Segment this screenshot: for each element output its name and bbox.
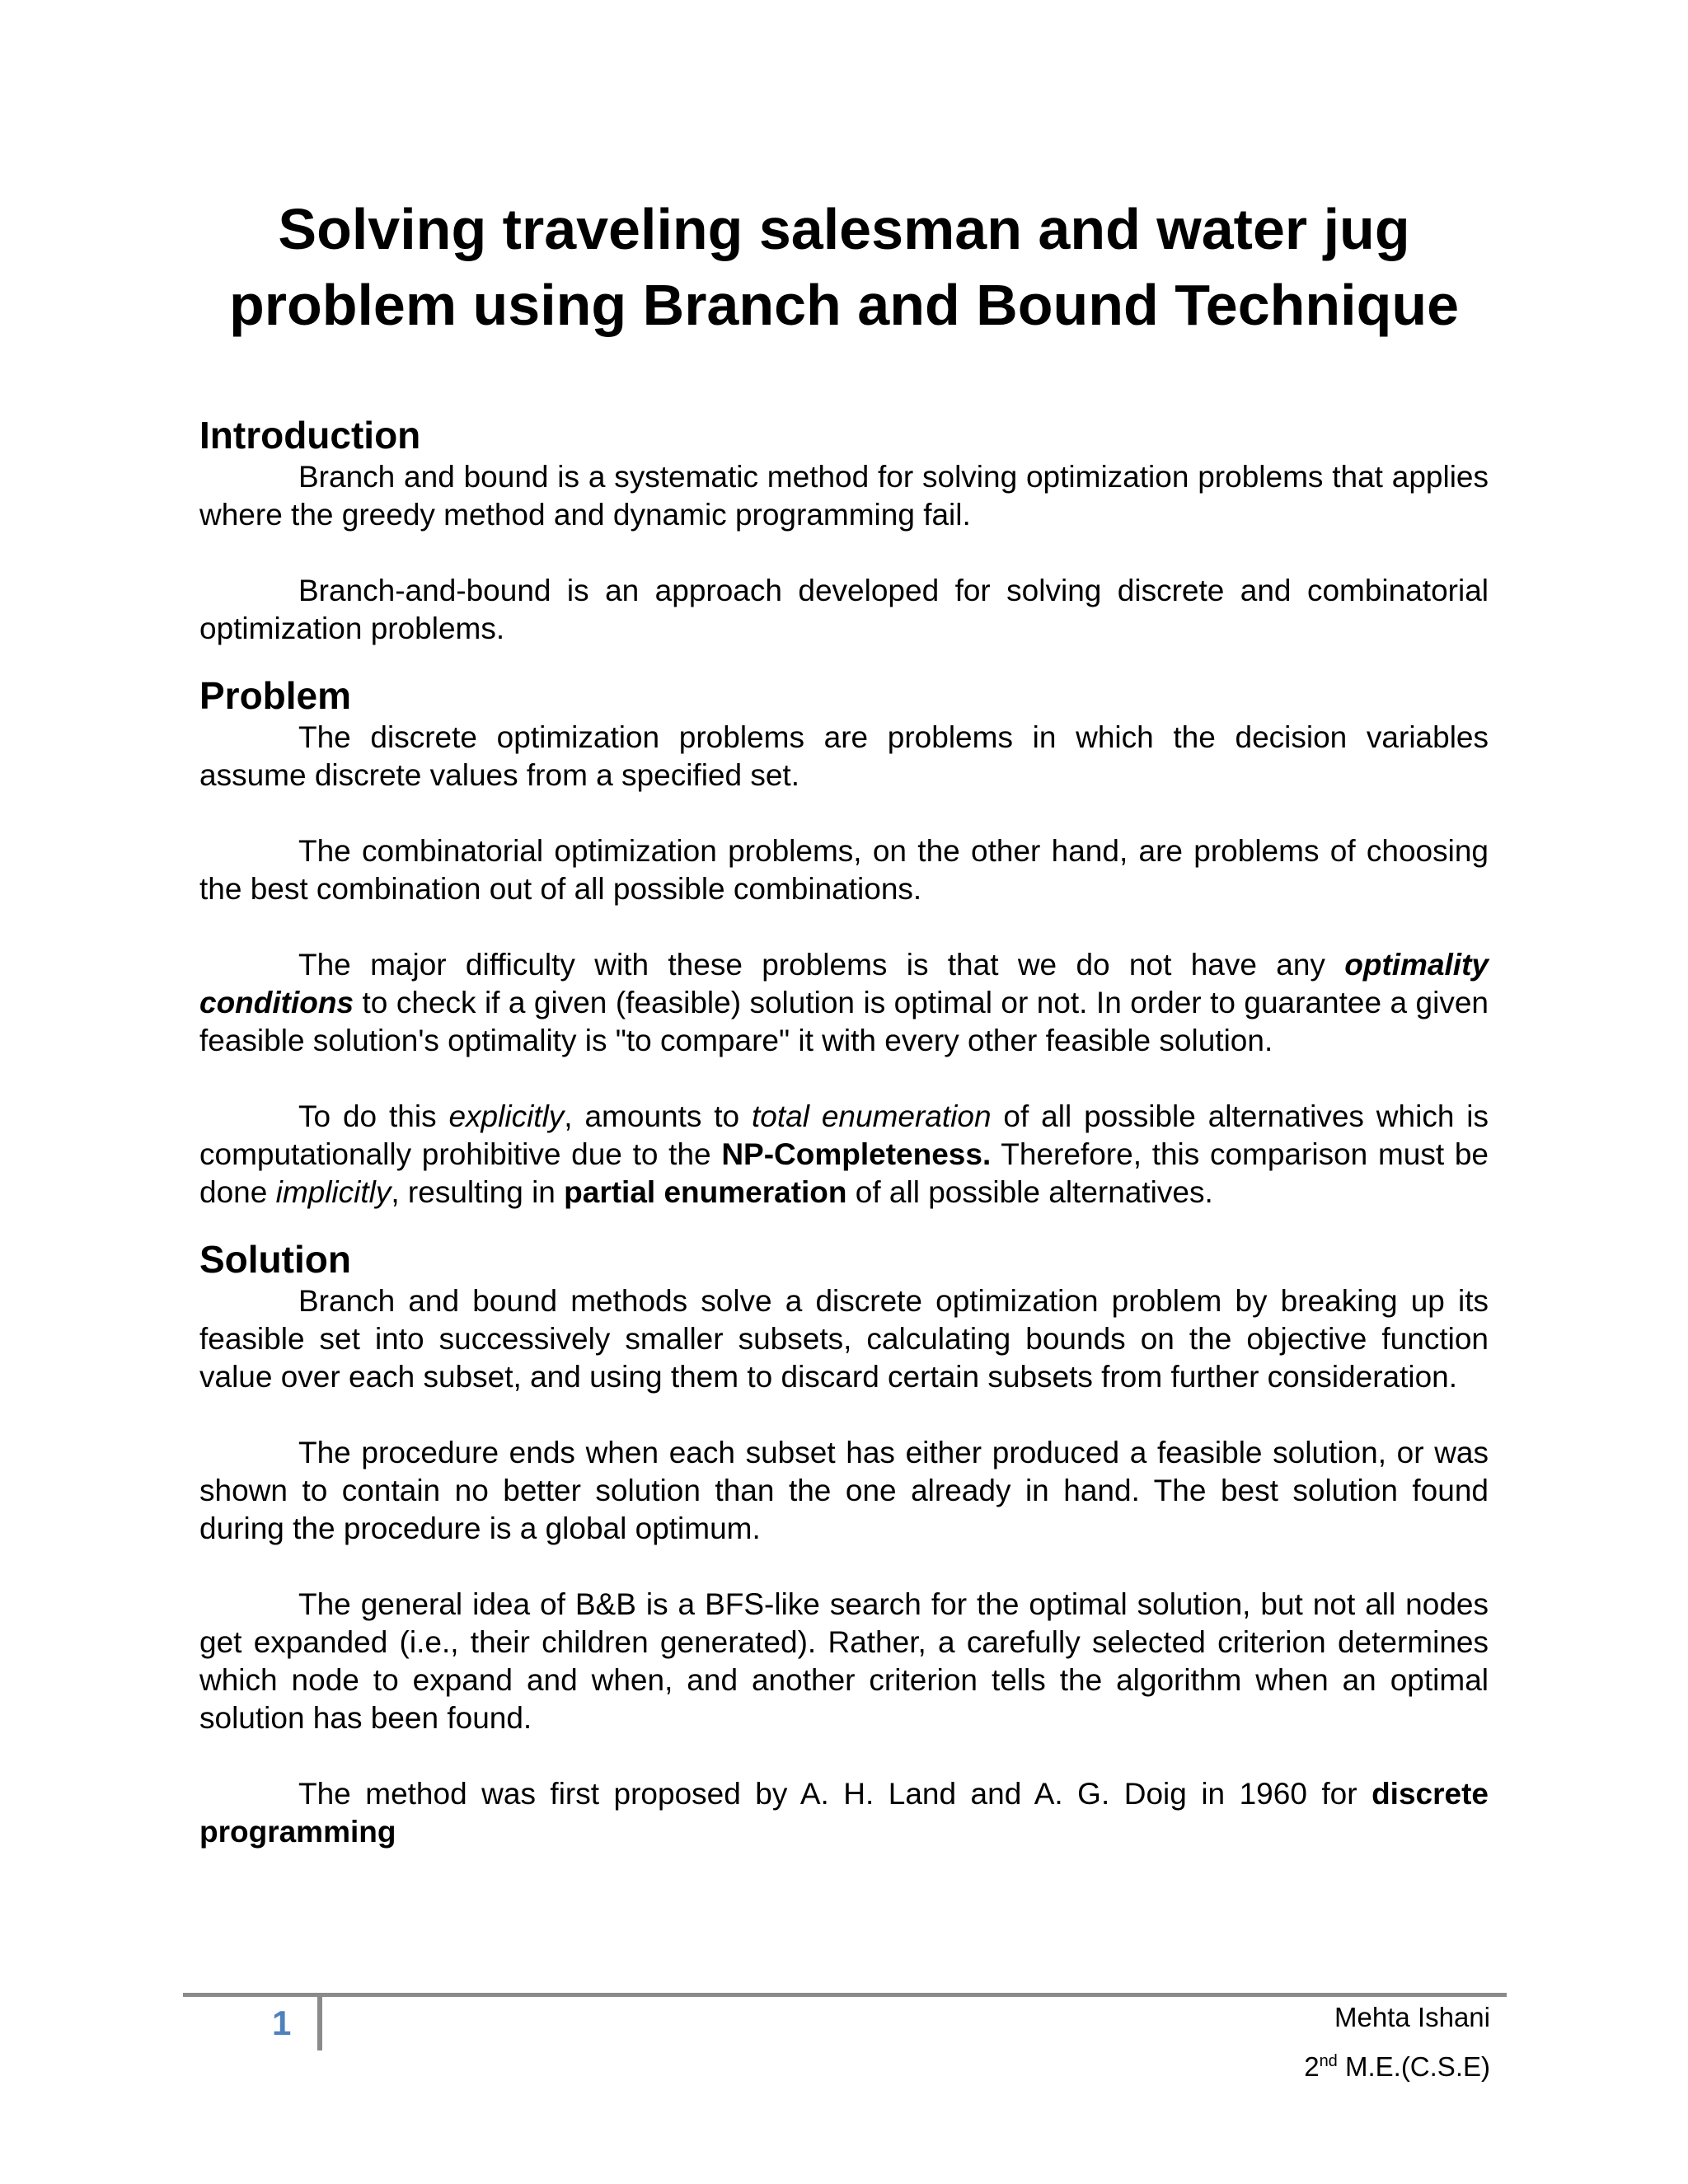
section-heading-problem: Problem [199, 674, 352, 717]
solution-paragraph-2: The procedure ends when each subset has either produced a feasible solution, or was shown to contain no better solution than the one already in hand. The best solution found during the procedure is a global optimum. [199, 1436, 1489, 1545]
partial-enumeration-emphasis: partial enumeration [564, 1175, 847, 1209]
solution-paragraph-4 [199, 1775, 1489, 1851]
explicitly-emphasis: explicitly [448, 1099, 565, 1133]
section-heading-solution: Solution [199, 1238, 351, 1281]
document-body [199, 412, 1489, 1851]
problem-p4-text-3: of all possible alternatives which is computationally prohibitive due to the [199, 1099, 1489, 1171]
solution-p4-text: The method was first proposed by A. H. Land and A. G. Doig in 1960 for [298, 1777, 1372, 1811]
optimality-conditions-emphasis: optimality conditions [199, 948, 1489, 1019]
problem-p4-text-1: To do this [298, 1099, 449, 1133]
program-superscript: nd [1319, 2052, 1338, 2070]
discrete-programming-emphasis: discrete programming [199, 1777, 1489, 1849]
problem-p3-text-before: The major difficulty with these problems is that we do not have any [298, 948, 1345, 982]
footer-divider [317, 1993, 322, 2050]
problem-p4-text-4: Therefore, this comparison must be done [199, 1137, 1489, 1209]
page-number: 1 [272, 2004, 292, 2042]
author-program [1304, 2050, 1490, 2083]
problem-p4-text-6: of all possible alternatives. [846, 1175, 1213, 1209]
problem-paragraph-4 [199, 1098, 1489, 1212]
implicitly-emphasis: implicitly [275, 1175, 392, 1209]
problem-p3-text-after: to check if a given (feasible) solution is optimal or not. In order to guarantee a given feasible solution's optimality is "to compare" it with every other feasible solution. [199, 986, 1489, 1057]
title-line-2: problem using Branch and Bound Technique [228, 273, 1460, 337]
introduction-paragraph-1: Branch and bound is a systematic method for solving optimization problems that applies where the greedy method and dynamic programming fail. [199, 460, 1489, 532]
program-prefix: 2 [1304, 2051, 1320, 2082]
author-name: Mehta Ishani [1334, 2002, 1490, 2032]
program-suffix: M.E.(C.S.E) [1337, 2051, 1490, 2082]
solution-paragraph-3: The general idea of B&B is a BFS-like search for the optimal solution, but not all nodes get expanded (i.e., their children generated). Rather, a carefully selected criterion determines which node to expand and when, and another criterion tells the algorithm when an optimal solution has been found. [199, 1587, 1489, 1735]
total-enumeration-emphasis: total enumeration [752, 1099, 992, 1133]
page-title [198, 191, 1490, 343]
problem-paragraph-3 [199, 946, 1489, 1060]
problem-p4-text-5: , resulting in [391, 1175, 565, 1209]
problem-p4-text-2: , amounts to [564, 1099, 753, 1133]
title-line-1: Solving traveling salesman and water jug [278, 197, 1410, 261]
solution-paragraph-1: Branch and bound methods solve a discrete optimization problem by breaking up its feasible set into successively smaller subsets, calculating bounds on the objective function value over each subset, and using them to discard certain subsets from further consideration. [199, 1284, 1489, 1394]
introduction-paragraph-2: Branch-and-bound is an approach developed for solving discrete and combinatorial optimization problems. [199, 574, 1489, 645]
problem-paragraph-2: The combinatorial optimization problems, on the other hand, are problems of choosing the best combination out of all possible combinations. [199, 834, 1489, 906]
footer-rule [183, 1993, 1507, 1997]
section-heading-introduction: Introduction [199, 414, 421, 457]
np-completeness-emphasis: NP-Completeness. [721, 1137, 992, 1171]
problem-paragraph-1: The discrete optimization problems are problems in which the decision variables assume discrete values from a specified set. [199, 720, 1489, 792]
